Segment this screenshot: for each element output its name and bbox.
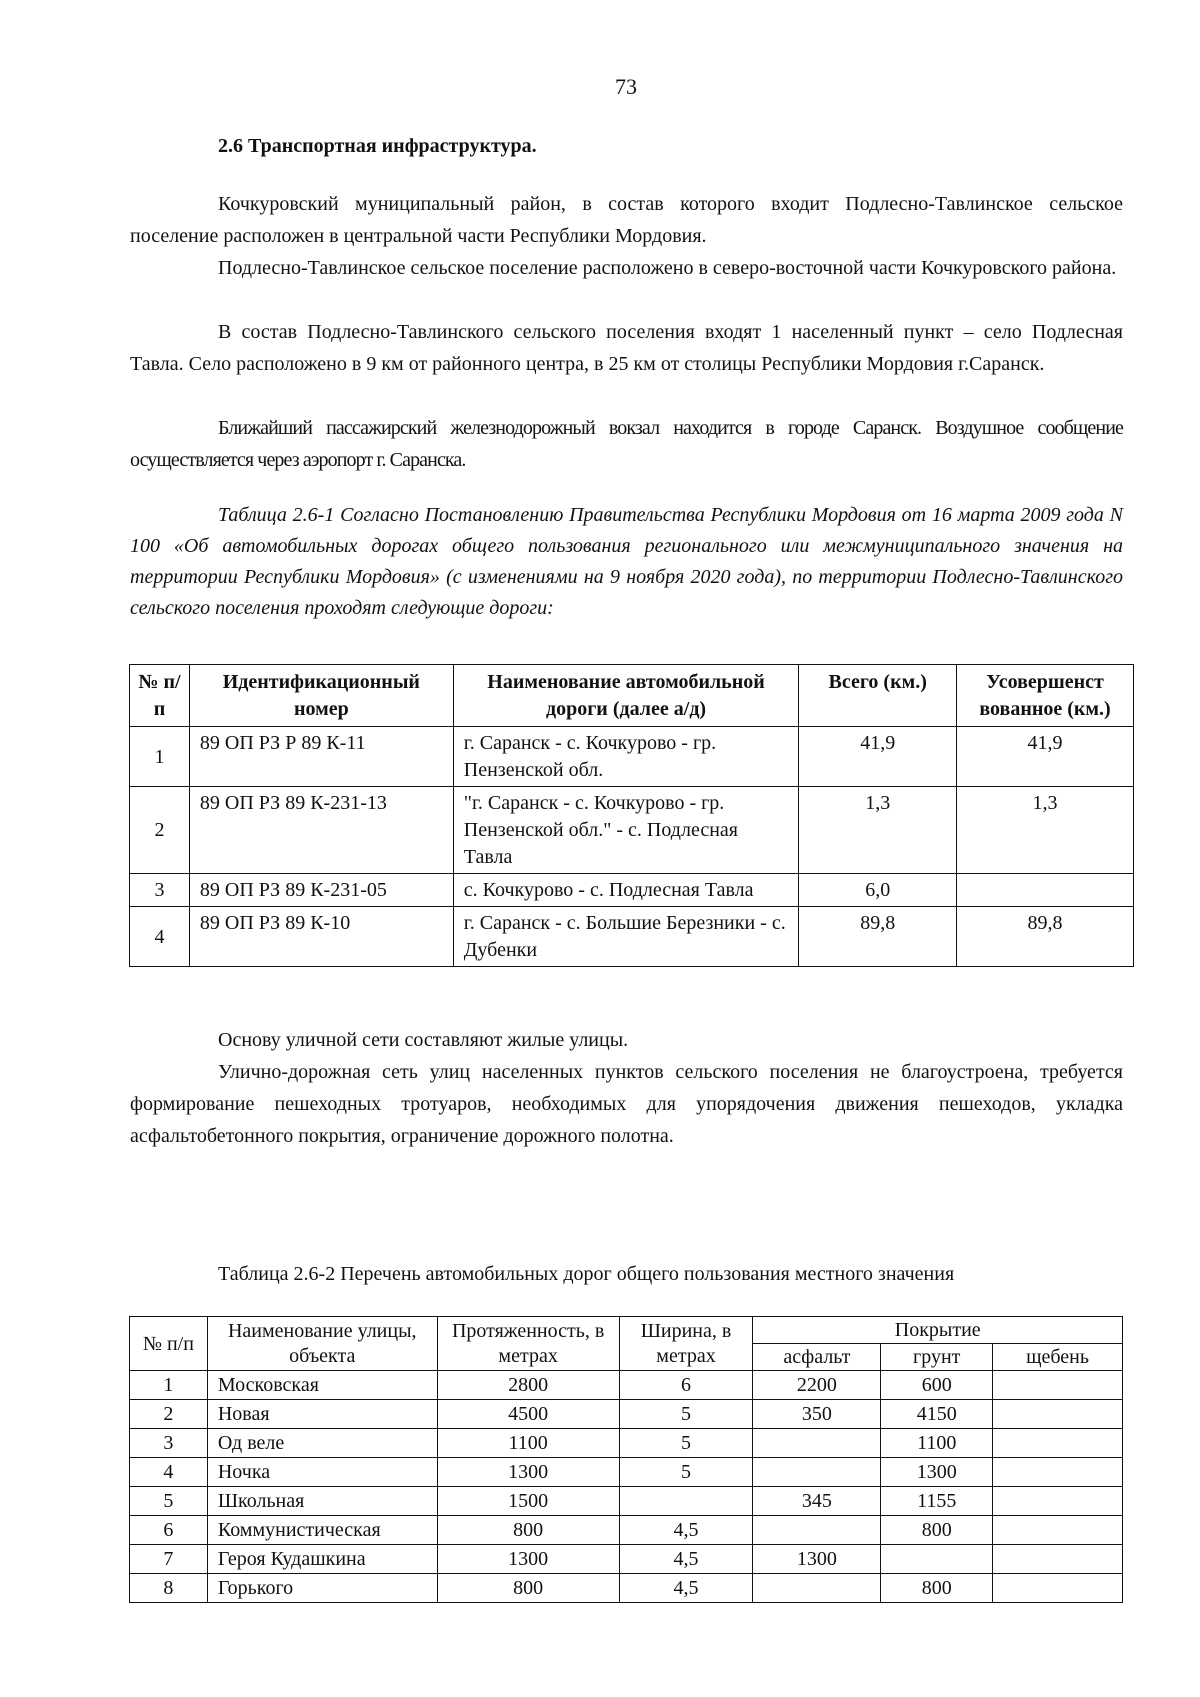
cell-asphalt: 350 — [753, 1400, 881, 1429]
table-row — [130, 727, 1134, 787]
cell-asphalt — [753, 1429, 881, 1458]
cell-length: 1300 — [437, 1545, 619, 1574]
table-header-row — [130, 1317, 1123, 1344]
header-width: Ширина, в метрах — [619, 1317, 753, 1371]
header-gravel: щебень — [993, 1344, 1123, 1371]
cell-gravel — [993, 1545, 1123, 1574]
cell-width: 5 — [619, 1400, 753, 1429]
table2-caption: Таблица 2.6-2 Перечень автомобильных дорог общего пользования местного значения — [218, 1263, 955, 1285]
table-row — [130, 874, 1134, 907]
cell-road-name: г. Саранск - с. Большие Березники - с. Дубенки — [453, 907, 799, 967]
cell-length: 4500 — [437, 1400, 619, 1429]
cell-street-name: Од веле — [207, 1429, 437, 1458]
header-ground: грунт — [881, 1344, 993, 1371]
cell-total: 41,9 — [799, 727, 957, 787]
cell-id: 89 ОП РЗ 89 К-231-05 — [189, 874, 453, 907]
cell-street-name: Ночка — [207, 1458, 437, 1487]
cell-improved: 89,8 — [957, 907, 1134, 967]
cell-gravel — [993, 1458, 1123, 1487]
cell-gravel — [993, 1371, 1123, 1400]
cell-asphalt: 1300 — [753, 1545, 881, 1574]
header-coverage: Покрытие — [753, 1317, 1123, 1344]
cell-length: 1300 — [437, 1458, 619, 1487]
header-asphalt: асфальт — [753, 1344, 881, 1371]
cell-id: 89 ОП РЗ 89 К-231-13 — [189, 787, 453, 874]
cell-id: 89 ОП РЗ Р 89 К-11 — [189, 727, 453, 787]
cell-width: 4,5 — [619, 1574, 753, 1603]
cell-improved: 1,3 — [957, 787, 1134, 874]
cell-length: 1500 — [437, 1487, 619, 1516]
cell-ground: 1155 — [881, 1487, 993, 1516]
cell-street-name: Школьная — [207, 1487, 437, 1516]
table1-caption: Таблица 2.6-1 Согласно Постановлению Правительства Республики Мордовия от 16 марта 2009 года N 100 «Об автомобильных дорогах общего пользования регионального или межмуниципального значения на территории Республики Мордовия» (с изменениями на 9 ноября 2020 года), по территории Подлесно-Тавлинского сельского поселения проходят следующие дороги: — [130, 504, 1123, 619]
table-row — [130, 1516, 1123, 1545]
cell-gravel — [993, 1487, 1123, 1516]
cell-ground: 800 — [881, 1516, 993, 1545]
table-row — [130, 1487, 1123, 1516]
cell-num: 1 — [130, 727, 190, 787]
header-length: Протяженность, в метрах — [437, 1317, 619, 1371]
cell-num: 8 — [130, 1574, 208, 1603]
cell-width — [619, 1487, 753, 1516]
page-number: 73 — [615, 74, 637, 99]
table-row — [130, 1458, 1123, 1487]
cell-road-name: с. Кочкурово - с. Подлесная Тавла — [453, 874, 799, 907]
header-num: № п/п — [130, 665, 190, 727]
cell-num: 3 — [130, 1429, 208, 1458]
header-street-name: Наименование улицы, объекта — [207, 1317, 437, 1371]
header-total: Всего (км.) — [799, 665, 957, 727]
cell-num: 4 — [130, 1458, 208, 1487]
table-row — [130, 1545, 1123, 1574]
cell-id: 89 ОП РЗ 89 К-10 — [189, 907, 453, 967]
cell-width: 4,5 — [619, 1516, 753, 1545]
cell-length: 2800 — [437, 1371, 619, 1400]
cell-ground: 1300 — [881, 1458, 993, 1487]
local-roads-table — [129, 1316, 1123, 1603]
cell-improved: 41,9 — [957, 727, 1134, 787]
cell-street-name: Коммунистическая — [207, 1516, 437, 1545]
cell-gravel — [993, 1516, 1123, 1545]
cell-width: 5 — [619, 1458, 753, 1487]
cell-num: 2 — [130, 787, 190, 874]
regional-roads-table — [129, 664, 1134, 967]
cell-num: 2 — [130, 1400, 208, 1429]
table-header-row — [130, 665, 1134, 727]
cell-asphalt — [753, 1458, 881, 1487]
cell-num: 6 — [130, 1516, 208, 1545]
paragraph-transport: Ближайший пассажирский железнодорожный вокзал находится в городе Саранск. Воздушное сообщение осуществляется через аэропорт г. Саранска. — [130, 417, 1123, 471]
cell-ground — [881, 1545, 993, 1574]
paragraph-district: Кочкуровский муниципальный район, в состав которого входит Подлесно-Тавлинское сельское поселение расположен в центральной части Республики Мордовия. — [130, 193, 1123, 247]
cell-asphalt — [753, 1516, 881, 1545]
paragraph-location: Подлесно-Тавлинское сельское поселение расположено в северо-восточной части Кочкуровского района. — [218, 257, 1117, 279]
cell-num: 7 — [130, 1545, 208, 1574]
cell-width: 6 — [619, 1371, 753, 1400]
table-row — [130, 787, 1134, 874]
cell-ground: 4150 — [881, 1400, 993, 1429]
cell-road-name: г. Саранск - с. Кочкурово - гр. Пензенской обл. — [453, 727, 799, 787]
cell-width: 4,5 — [619, 1545, 753, 1574]
table-row — [130, 1429, 1123, 1458]
paragraph-settlements: В состав Подлесно-Тавлинского сельского поселения входят 1 населенный пункт – село Подлесная Тавла. Село расположено в 9 км от районного центра, в 25 км от столицы Республики Мордовия г.Саранск. — [130, 321, 1123, 375]
section-title: 2.6 Транспортная инфраструктура. — [218, 135, 537, 157]
cell-total: 1,3 — [799, 787, 957, 874]
header-road-name: Наименование автомобильной дороги (далее а/д) — [453, 665, 799, 727]
cell-total: 89,8 — [799, 907, 957, 967]
cell-gravel — [993, 1574, 1123, 1603]
cell-length: 800 — [437, 1574, 619, 1603]
cell-gravel — [993, 1429, 1123, 1458]
cell-num: 4 — [130, 907, 190, 967]
header-id: Идентификационный номер — [189, 665, 453, 727]
cell-improved — [957, 874, 1134, 907]
cell-num: 1 — [130, 1371, 208, 1400]
paragraph-street-network: Основу уличной сети составляют жилые улицы. — [218, 1029, 629, 1051]
cell-ground: 1100 — [881, 1429, 993, 1458]
cell-street-name: Новая — [207, 1400, 437, 1429]
table-row — [130, 1400, 1123, 1429]
cell-num: 3 — [130, 874, 190, 907]
cell-street-name: Героя Кудашкина — [207, 1545, 437, 1574]
cell-length: 800 — [437, 1516, 619, 1545]
cell-total: 6,0 — [799, 874, 957, 907]
cell-num: 5 — [130, 1487, 208, 1516]
cell-ground: 800 — [881, 1574, 993, 1603]
cell-gravel — [993, 1400, 1123, 1429]
cell-street-name: Горького — [207, 1574, 437, 1603]
cell-asphalt: 345 — [753, 1487, 881, 1516]
cell-length: 1100 — [437, 1429, 619, 1458]
paragraph-improvements: Улично-дорожная сеть улиц населенных пунктов сельского поселения не благоустроена, требуется формирование пешеходных тротуаров, необходимых для упорядочения движения пешеходов, укладка асфальтобетонного покрытия, ограничение дорожного полотна. — [130, 1061, 1123, 1147]
cell-street-name: Московская — [207, 1371, 437, 1400]
table-row — [130, 1371, 1123, 1400]
cell-asphalt: 2200 — [753, 1371, 881, 1400]
cell-width: 5 — [619, 1429, 753, 1458]
header-num: № п/п — [130, 1317, 208, 1371]
cell-ground: 600 — [881, 1371, 993, 1400]
cell-asphalt — [753, 1574, 881, 1603]
table-row — [130, 1574, 1123, 1603]
table-row — [130, 907, 1134, 967]
header-improved: Усовершенст вованное (км.) — [957, 665, 1134, 727]
cell-road-name: "г. Саранск - с. Кочкурово - гр. Пензенской обл." - с. Подлесная Тавла — [453, 787, 799, 874]
